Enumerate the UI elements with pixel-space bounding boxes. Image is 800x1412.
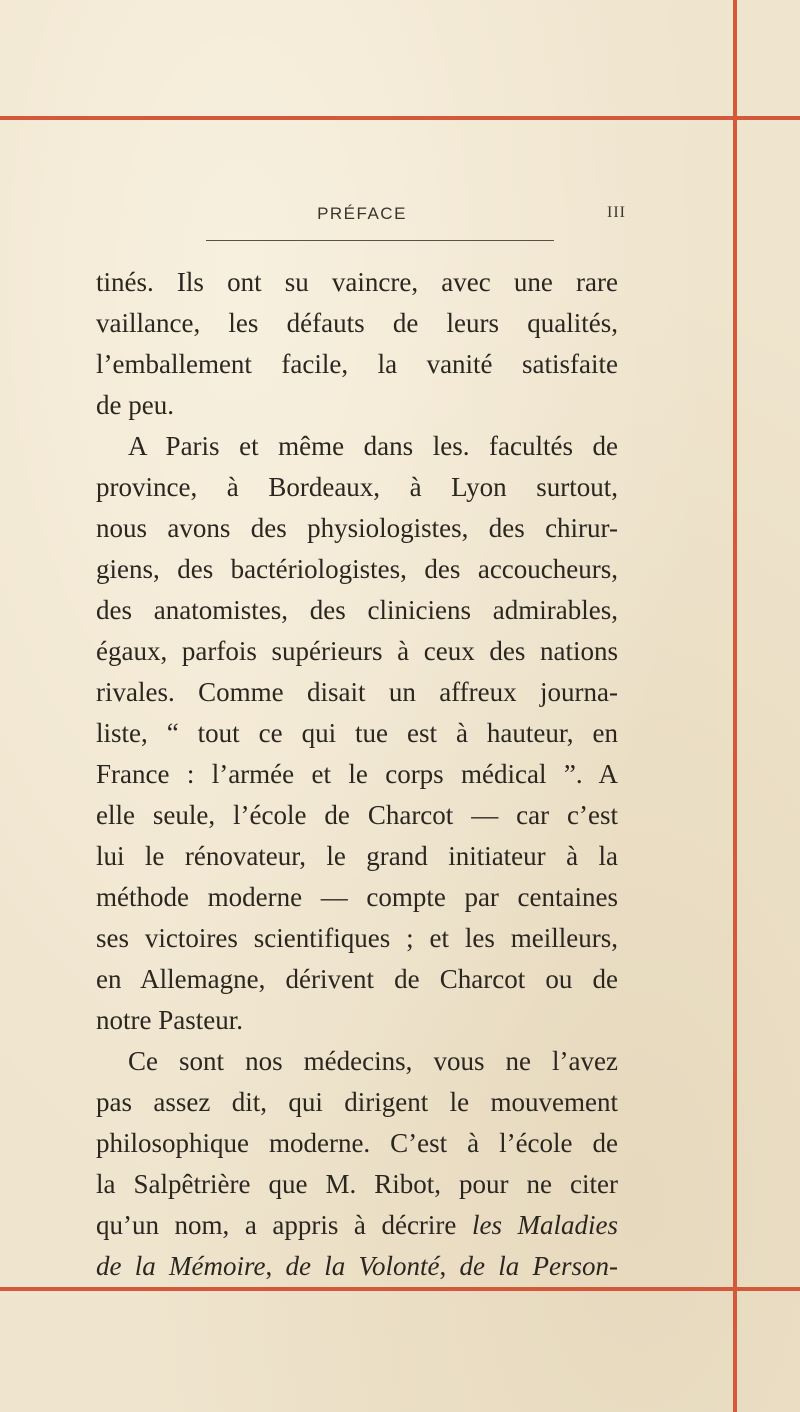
- header-rule: [206, 240, 554, 241]
- text-line: tinés. Ils ont su vaincre, avec une rare: [96, 267, 618, 297]
- page-header: [98, 204, 626, 234]
- text-roman: qu’un nom, a appris à décrire: [96, 1210, 472, 1240]
- text-line: [96, 1205, 618, 1246]
- text-line: rivales. Comme disait un affreux journa-: [96, 677, 618, 707]
- text-line: notre Pasteur.: [96, 1005, 243, 1035]
- body-text: [96, 262, 618, 1287]
- text-line: [96, 1246, 618, 1287]
- text-line: lui le rénovateur, le grand initiateur à la: [96, 841, 618, 871]
- text-line: l’emballement facile, la vanité satisfaite: [96, 349, 618, 379]
- text-line: méthode moderne — compte par centaines: [96, 882, 618, 912]
- text-line: en Allemagne, dérivent de Charcot ou de: [96, 964, 618, 994]
- bottom-crop-rule: [0, 1287, 800, 1291]
- text-line: A Paris et même dans les. facultés de: [128, 431, 618, 461]
- text-italic: de la Volonté: [285, 1251, 440, 1281]
- text-line: Ce sont nos médecins, vous ne l’avez: [128, 1046, 618, 1076]
- text-italic: de la Mémoire: [96, 1251, 266, 1281]
- running-head: PRÉFACE: [317, 204, 407, 223]
- top-crop-rule: [0, 116, 800, 120]
- text-line: pas assez dit, qui dirigent le mouvement: [96, 1087, 618, 1117]
- text-line: nous avons des physiologistes, des chirur-: [96, 513, 618, 543]
- text-line: province, à Bordeaux, à Lyon surtout,: [96, 472, 618, 502]
- text-line: elle seule, l’école de Charcot — car c’est: [96, 800, 618, 830]
- text-italic: les Maladies: [471, 1210, 618, 1240]
- right-crop-rule: [733, 0, 737, 1412]
- text-line: philosophique moderne. C’est à l’école de: [96, 1128, 618, 1158]
- text-line: la Salpêtrière que M. Ribot, pour ne citer: [96, 1169, 618, 1199]
- page-number: III: [607, 204, 626, 221]
- text-line: des anatomistes, des cliniciens admirables,: [96, 595, 618, 625]
- text-line: de peu.: [96, 390, 174, 420]
- text-line: giens, des bactériologistes, des accoucheurs,: [96, 554, 618, 584]
- text-line: liste, “ tout ce qui tue est à hauteur, en: [96, 718, 618, 748]
- text-line: ses victoires scientifiques ; et les meilleurs,: [96, 923, 618, 953]
- text-line: égaux, parfois supérieurs à ceux des nations: [96, 636, 618, 666]
- text-line: vaillance, les défauts de leurs qualités,: [96, 308, 618, 338]
- text-roman: ,: [439, 1251, 460, 1281]
- text-line: France : l’armée et le corps médical ”. A: [96, 759, 618, 789]
- text-roman: ,: [265, 1251, 286, 1281]
- text-italic: de la Person-: [459, 1251, 619, 1281]
